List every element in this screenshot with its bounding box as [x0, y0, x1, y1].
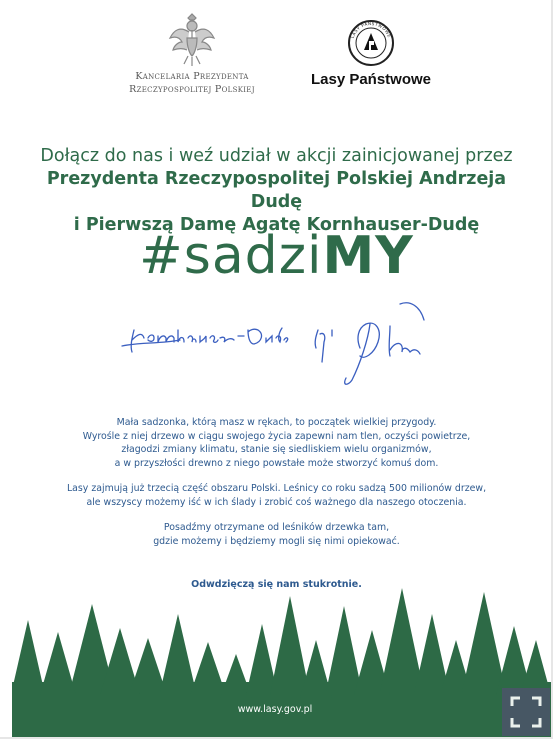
- svg-text:LASY PAŃSTWOWE: LASY PAŃSTWOWE: [349, 20, 393, 39]
- paragraph-2: [40, 482, 513, 509]
- closing-line: Odwdzięczą się nam stukrotnie.: [191, 579, 362, 590]
- hashtag-prefix: #sadzi: [139, 226, 323, 286]
- headline-line2: Prezydenta Rzeczypospolitej Polskiej Andrzeja Dudę: [46, 169, 507, 212]
- p3-line2: gdzie możemy i będziemy mogli się nimi opiekować.: [153, 535, 400, 547]
- p1-line4: a w przyszłości drewno z niego powstałe może stworzyć komuś dom.: [114, 457, 439, 469]
- p1-line3: złagodzi zmiany klimatu, stanie się siedliskiem wielu organizmów,: [121, 444, 432, 455]
- polish-eagle-emblem: [168, 12, 216, 68]
- signatures: [120, 290, 450, 390]
- headline-line1: Dołącz do nas i weź udział w akcji zainicjowanej przez: [40, 146, 513, 166]
- p3-line1: Posadźmy otrzymane od leśników drzewka tam,: [163, 522, 390, 533]
- p2-line1: Lasy zajmują już trzecią część obszaru Polski. Leśnicy co roku sadzą 500 milionów drzew,: [66, 483, 487, 494]
- lasy-panstwowe-logo: [347, 19, 395, 67]
- paragraph-1: [40, 416, 513, 470]
- chancellery-line2: Rzeczypospolitej Polskiej: [129, 84, 255, 95]
- hashtag-title: [30, 224, 523, 288]
- body-text: [40, 416, 513, 560]
- chancellery-line1: Kancelaria Prezydenta: [135, 71, 249, 82]
- chancellery-caption: [122, 70, 262, 96]
- fullscreen-icon: [502, 688, 550, 736]
- fullscreen-button[interactable]: [502, 688, 550, 736]
- hashtag-emphasis: MY: [322, 226, 414, 286]
- website-url: www.lasy.gov.pl: [237, 704, 313, 715]
- headline-line3: i Pierwszą Damę Agatę Kornhauser-Dudę: [73, 215, 480, 235]
- lasy-panstwowe-name: Lasy Państwowe: [310, 71, 432, 88]
- p1-line1: Mała sadzonka, którą masz w rękach, to początek wielkiej przygody.: [116, 417, 437, 428]
- p1-line2: Wyrośle z niej drzewo w ciągu swojego życia zapewni nam tlen, oczyści powietrze,: [82, 430, 471, 442]
- paragraph-3: [40, 521, 513, 548]
- p2-line2: ale wszyscy możemy iść w ich ślady i zrobić coś ważnego dla naszego otoczenia.: [86, 496, 467, 508]
